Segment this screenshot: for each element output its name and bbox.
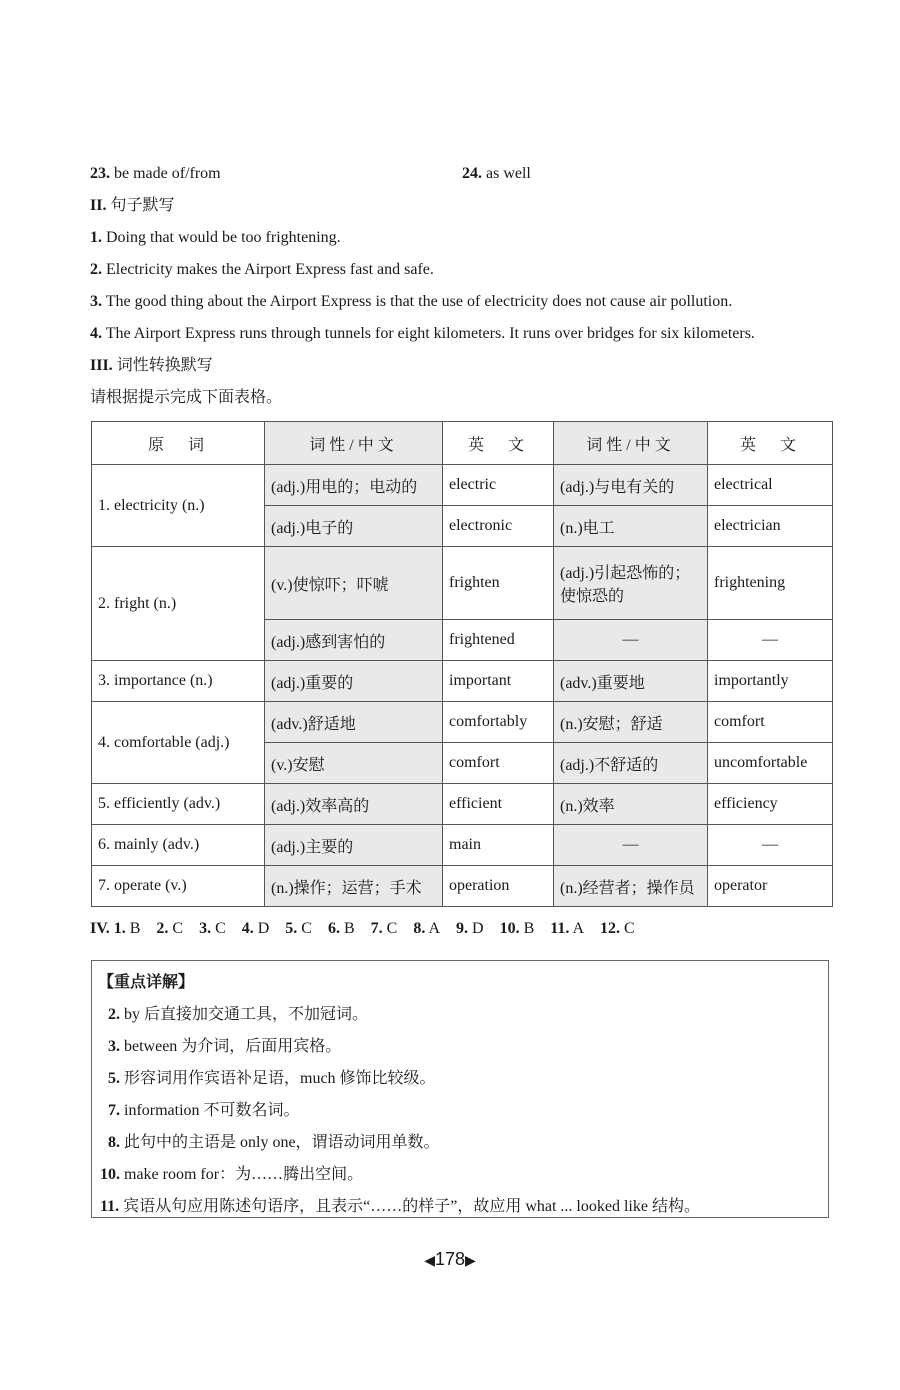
pos-cell: (n.)电工 <box>554 506 708 547</box>
right-triangle-icon: ▶ <box>465 1252 476 1268</box>
pos-cell: (adj.)用电的；电动的 <box>265 465 443 506</box>
item-text: as well <box>486 165 531 182</box>
item-number: 2. <box>90 261 102 278</box>
pos-cell: — <box>554 825 708 866</box>
sentence-text: Electricity makes the Airport Express fast and safe. <box>106 261 434 278</box>
table-row <box>92 866 833 907</box>
original-word-cell: 6. mainly (adv.) <box>92 825 265 866</box>
pos-cell: (adj.)电子的 <box>265 506 443 547</box>
section-title: 词性转换默写 <box>116 357 213 374</box>
note-item: 10. make room for：为……腾出空间。 <box>100 1166 364 1183</box>
note-item: 3. between 为介词，后面用宾格。 <box>108 1038 342 1055</box>
original-word-cell: 3. importance (n.) <box>92 661 265 702</box>
pos-cell: (adv.)舒适地 <box>265 702 443 743</box>
pos-cell: (adj.)重要的 <box>265 661 443 702</box>
section-4-answers <box>90 920 647 938</box>
section-3-heading <box>90 356 213 376</box>
table-row <box>92 465 833 506</box>
english-cell: efficiency <box>708 784 833 825</box>
section-3-instruction: 请根据提示完成下面表格。 <box>90 389 283 406</box>
item-number: 23. <box>90 165 110 182</box>
table-row <box>92 547 833 620</box>
answer-item: 6. B <box>327 920 355 937</box>
table-row <box>92 702 833 743</box>
original-word-cell: 5. efficiently (adv.) <box>92 784 265 825</box>
answer-item: 3. C <box>199 920 226 937</box>
sentence-2 <box>90 260 434 280</box>
pos-cell: (adv.)重要地 <box>554 661 708 702</box>
pos-cell: (v.)安慰 <box>265 743 443 784</box>
page-number-value: 178 <box>434 1249 466 1269</box>
pos-cell: (n.)经营者；操作员 <box>554 866 708 907</box>
pos-cell: — <box>554 620 708 661</box>
section-label: IV. <box>90 920 110 937</box>
answer-item: 12. C <box>600 920 635 937</box>
pos-cell: (n.)操作；运营；手术 <box>265 866 443 907</box>
item-24 <box>462 164 531 184</box>
english-cell: frighten <box>443 547 554 620</box>
item-number: 24. <box>462 165 482 182</box>
pos-cell: (adj.)引起恐怖的；使惊恐的 <box>554 547 708 620</box>
table-row <box>92 661 833 702</box>
left-triangle-icon: ◀ <box>424 1252 435 1268</box>
item-number: 1. <box>90 229 102 246</box>
item-number: 4. <box>90 325 102 342</box>
pos-cell: (n.)效率 <box>554 784 708 825</box>
english-cell: operator <box>708 866 833 907</box>
pos-cell: (adj.)与电有关的 <box>554 465 708 506</box>
section-2-heading <box>90 196 174 216</box>
sentence-text: The good thing about the Airport Express is that the use of electricity does not cause air pollution. <box>105 293 733 310</box>
english-cell: main <box>443 825 554 866</box>
header-pos-chinese: 词性/中文 <box>554 422 708 465</box>
answer-item: 7. C <box>370 920 398 937</box>
section-title: 句子默写 <box>110 197 175 214</box>
answer-item: 8. A <box>413 920 440 937</box>
english-cell: uncomfortable <box>708 743 833 784</box>
item-number: 3. <box>90 293 102 310</box>
page-number <box>0 1249 900 1270</box>
english-cell: comfort <box>708 702 833 743</box>
table-row <box>92 825 833 866</box>
header-english: 英 文 <box>708 422 833 465</box>
answer-item: 1. B <box>113 920 141 937</box>
english-cell: operation <box>443 866 554 907</box>
answer-item: 4. D <box>241 920 270 937</box>
header-pos-chinese: 词性/中文 <box>265 422 443 465</box>
original-word-cell: 2. fright (n.) <box>92 547 265 661</box>
english-cell: comfortably <box>443 702 554 743</box>
item-23 <box>90 164 221 184</box>
note-item: 8. 此句中的主语是 only one，谓语动词用单数。 <box>108 1134 440 1151</box>
sentence-3 <box>90 292 732 312</box>
english-cell: efficient <box>443 784 554 825</box>
header-english: 英 文 <box>443 422 554 465</box>
english-cell: — <box>708 620 833 661</box>
note-item: 11. 宾语从句应用陈述句语序，且表示“……的样子”，故应用 what ... looked like 结构。 <box>100 1198 700 1215</box>
section-label: II. <box>90 197 107 214</box>
sentence-4 <box>90 324 755 344</box>
sentence-text: The Airport Express runs through tunnels for eight kilometers. It runs over bridges for six kilometers. <box>105 325 755 342</box>
word-form-table <box>91 421 833 907</box>
original-word-cell: 7. operate (v.) <box>92 866 265 907</box>
table-header-row <box>92 422 833 465</box>
sentence-text: Doing that would be too frightening. <box>106 229 341 246</box>
english-cell: frightened <box>443 620 554 661</box>
header-original-word: 原 词 <box>92 422 265 465</box>
pos-cell: (adj.)主要的 <box>265 825 443 866</box>
item-text: be made of/from <box>114 165 221 182</box>
section-label: III. <box>90 357 113 374</box>
english-cell: importantly <box>708 661 833 702</box>
english-cell: frightening <box>708 547 833 620</box>
original-word-cell: 4. comfortable (adj.) <box>92 702 265 784</box>
english-cell: — <box>708 825 833 866</box>
table-row <box>92 784 833 825</box>
key-points-box <box>91 960 829 1218</box>
answer-item: 5. C <box>285 920 312 937</box>
english-cell: important <box>443 661 554 702</box>
english-cell: electronic <box>443 506 554 547</box>
sentence-1 <box>90 228 341 248</box>
note-item: 7. information 不可数名词。 <box>108 1102 300 1119</box>
key-points-title: 【重点详解】 <box>98 974 195 991</box>
note-item: 5. 形容词用作宾语补足语，much 修饰比较级。 <box>108 1070 436 1087</box>
pos-cell: (adj.)不舒适的 <box>554 743 708 784</box>
answer-item: 11. A <box>550 920 585 937</box>
answer-item: 9. D <box>456 920 484 937</box>
answer-item: 10. B <box>499 920 535 937</box>
pos-cell: (n.)安慰；舒适 <box>554 702 708 743</box>
answer-item: 2. C <box>156 920 184 937</box>
english-cell: electric <box>443 465 554 506</box>
pos-cell: (adj.)效率高的 <box>265 784 443 825</box>
original-word-cell: 1. electricity (n.) <box>92 465 265 547</box>
pos-cell: (v.)使惊吓；吓唬 <box>265 547 443 620</box>
english-cell: electrician <box>708 506 833 547</box>
english-cell: electrical <box>708 465 833 506</box>
note-item: 2. by 后直接加交通工具，不加冠词。 <box>108 1006 369 1023</box>
english-cell: comfort <box>443 743 554 784</box>
pos-cell: (adj.)感到害怕的 <box>265 620 443 661</box>
